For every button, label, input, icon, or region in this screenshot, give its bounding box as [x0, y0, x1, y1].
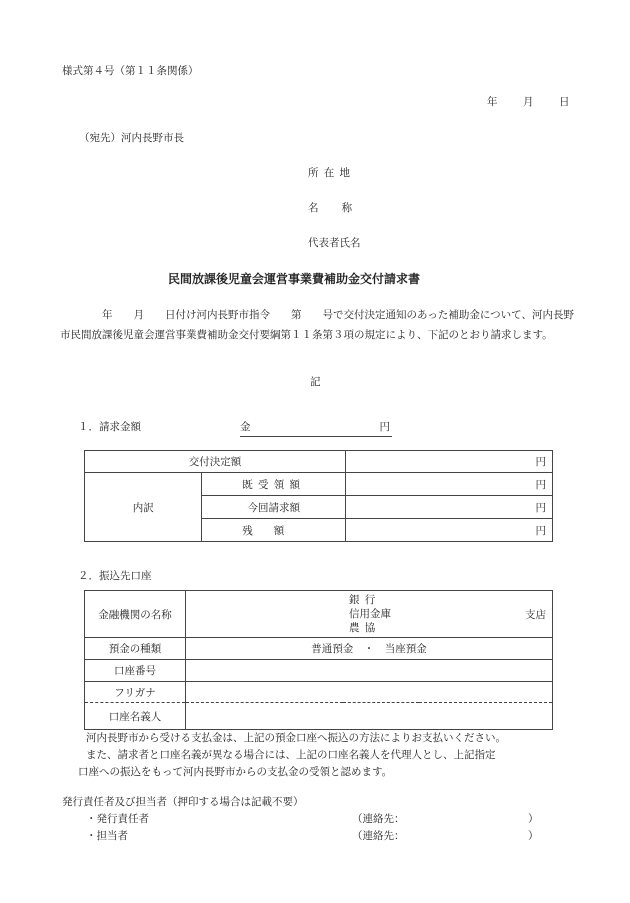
breakdown-label: 内訳 — [85, 473, 202, 542]
decided-amount-unit: 円 — [346, 451, 553, 473]
bank-type-credit: 信用金庫 — [349, 608, 391, 620]
person-contact-label: （連絡先： — [352, 830, 405, 842]
section2-label: ２．振込先口座 — [78, 570, 152, 582]
date-day: 日 — [559, 96, 570, 108]
remaining-amount-label: 残額 — [202, 519, 346, 542]
amount-prefix: 金 — [240, 421, 251, 433]
received-amount-unit: 円 — [346, 473, 553, 496]
responsible-heading: 発行責任者及び担当者（押印する場合は記載不要） — [62, 796, 304, 808]
notice-line3: 口座への振込をもって河内長野市からの支払金の受領と認めます。 — [78, 766, 393, 778]
furigana-label: フリガナ — [85, 682, 186, 703]
account-type-label: 預金の種類 — [85, 638, 186, 660]
person-label: ・担当者 — [86, 830, 128, 842]
institution-label: 金融機関の名称 — [85, 591, 186, 638]
bank-table — [84, 590, 553, 730]
received-amount-label: 既受領額 — [202, 473, 346, 496]
institution-input[interactable] — [186, 591, 344, 638]
location-label: 所在地 — [308, 167, 356, 179]
branch-label: 支店 — [419, 591, 553, 638]
addressee: （宛先）河内長野市長 — [79, 132, 184, 144]
amount-table — [84, 450, 553, 542]
representative-label: 代表者氏名 — [308, 237, 361, 249]
issuer-contact-close: ） — [528, 813, 539, 825]
form-number: 様式第４号（第１１条関係） — [62, 65, 199, 77]
notice-line2: また、請求者と口座名義が異なる場合には、上記の口座名義人を代理人とし、上記指定 — [86, 749, 496, 761]
date-year: 年 — [487, 96, 498, 108]
bank-type-bank: 銀行 — [349, 594, 381, 606]
ki-label: 記 — [310, 376, 321, 388]
bank-type-options — [343, 591, 419, 638]
current-request-unit: 円 — [346, 496, 553, 519]
remaining-amount-unit: 円 — [346, 519, 553, 542]
holder-input[interactable] — [186, 703, 553, 730]
decided-amount-label: 交付決定額 — [85, 451, 346, 473]
document-title: 民間放課後児童会運営事業費補助金交付請求書 — [168, 272, 421, 286]
section1-label: １．請求金額 — [78, 421, 141, 433]
name-label: 名称 — [308, 202, 376, 214]
notice-line1: 河内長野市から受ける支払金は、上記の預金口座へ振込の方法によりお支払いください。 — [86, 732, 506, 744]
bank-type-coop: 農協 — [349, 622, 381, 634]
account-number-label: 口座番号 — [85, 660, 186, 682]
amount-suffix: 円 — [379, 421, 390, 433]
date-month: 月 — [523, 96, 534, 108]
account-type-options: 普通預金 ・ 当座預金 — [186, 638, 553, 660]
issuer-contact-label: （連絡先： — [352, 813, 405, 825]
person-contact-close: ） — [528, 830, 539, 842]
intro-paragraph: 年 月 日付け河内長野市指令 第 号で交付決定通知のあった補助金について、河内長野市民間放課後児童会運営事業費補助金交付要綱第１１条第３項の規定により、下記のとおり請求します。 — [60, 309, 574, 341]
account-number-input[interactable] — [186, 660, 553, 682]
furigana-input[interactable] — [186, 682, 553, 703]
request-amount-line — [240, 422, 392, 437]
current-request-label: 今回請求額 — [202, 496, 346, 519]
holder-label: 口座名義人 — [85, 703, 186, 730]
issuer-label: ・発行責任者 — [86, 813, 149, 825]
